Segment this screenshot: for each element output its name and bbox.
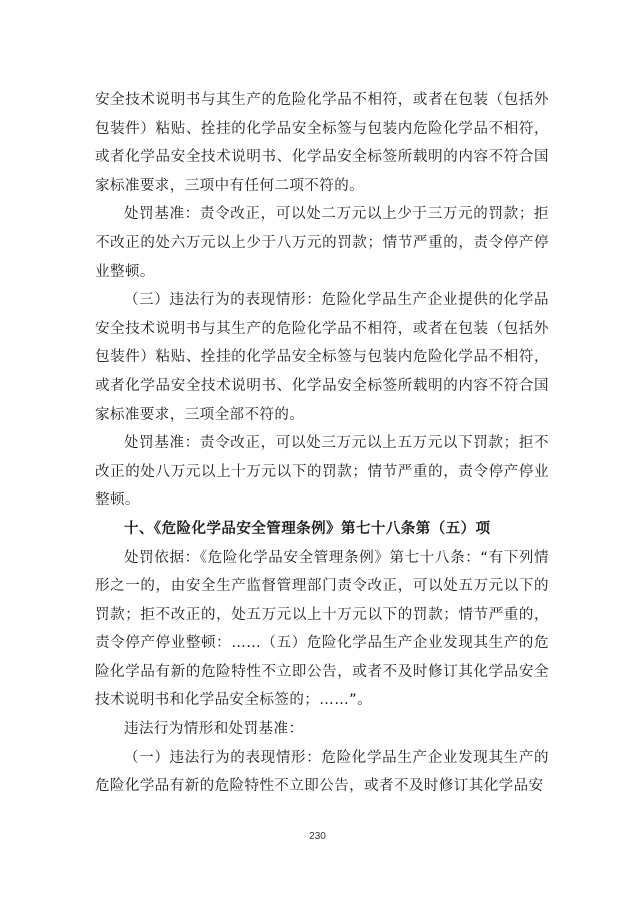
paragraph-penalty-standard-3: 处罚基准：责令改正，可以处三万元以上五万元以下罚款；拒不改正的处八万元以上十万元以下的罚款；情节严重的，责令停产停业整顿。 [95, 435, 549, 509]
paragraph-violations-and-standards: 违法行为情形和处罚基准： [124, 721, 304, 738]
page-number: 230 [309, 831, 326, 842]
paragraph-penalty-basis: 处罚依据：《危险化学品安全管理条例》第七十八条：“有下列情形之一的，由安全生产监督管理部门责令改正，可以处五万元以下的罚款；拒不改正的，处五万元以上十万元以下的罚款；情节严重的，责令停产停业整顿：……（五）危险化学品生产企业发现其生产的危险化学品有新的危险特性不立即公告，或者不及时修订其化学品安全技术说明书和化学品安全标签的；……”。 [95, 549, 549, 709]
paragraph-violation-case-3: （三）违法行为的表现情形：危险化学品生产企业提供的化学品安全技术说明书与其生产的危险化学品不相符，或者在包装（包括外包装件）粘贴、拴挂的化学品安全标签与包装内危险化学品不相符，或者化学品安全技术说明书、化学品安全标签所载明的内容不符合国家标准要求，三项全部不符的。 [95, 292, 549, 423]
paragraph-violation-case-1: （一）违法行为的表现情形：危险化学品生产企业发现其生产的危险化学品有新的危险特性不立即公告，或者不及时修订其化学品安 [95, 749, 549, 795]
document-body [95, 86, 549, 801]
paragraph-continuation: 安全技术说明书与其生产的危险化学品不相符，或者在包装（包括外包装件）粘贴、拴挂的化学品安全标签与包装内危险化学品不相符，或者化学品安全技术说明书、化学品安全标签所载明的内容不符合国家标准要求，三项中有任何二项不符的。 [95, 92, 549, 194]
section-heading-10: 十、《危险化学品安全管理条例》第七十八条第（五）项 [124, 520, 491, 537]
paragraph-penalty-standard-2: 处罚基准：责令改正，可以处二万元以上少于三万元的罚款；拒不改正的处六万元以上少于八万元的罚款；情节严重的，责令停产停业整顿。 [95, 206, 549, 280]
